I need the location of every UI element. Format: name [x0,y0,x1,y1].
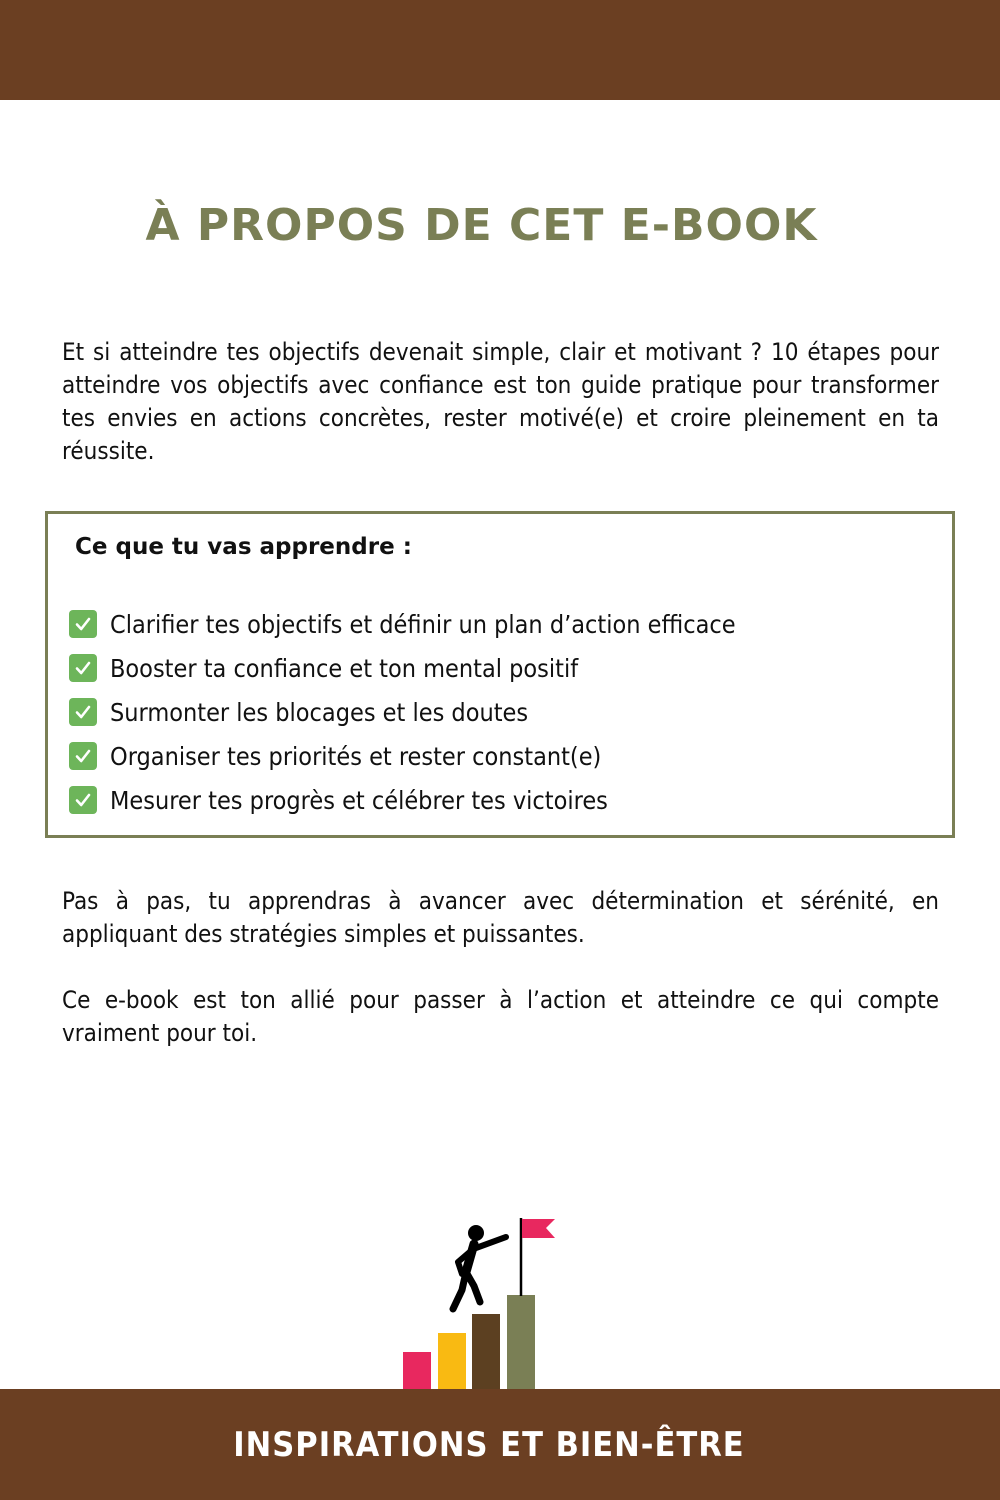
list-item-label: Surmonter les blocages et les doutes [110,697,529,727]
learn-heading: Ce que tu vas apprendre : [75,534,412,560]
list-item-label: Mesurer tes progrès et célébrer tes victoires [110,785,608,815]
check-box-icon [69,786,97,814]
footer-band [0,1389,1000,1500]
goal-climb-illustration [400,1212,560,1390]
learn-box [45,511,955,838]
intro-paragraph: Et si atteindre tes objectifs devenait simple, clair et motivant ? 10 étapes pour atteindre vos objectifs avec confiance est ton guide pratique pour transformer tes envies en actions concrètes, rester motivé(e) et croire pleinement en ta réussite. [62,338,939,465]
list-item-label: Booster ta confiance et ton mental positif [110,653,579,683]
learn-list [69,602,736,822]
check-box-icon [69,742,97,770]
step-1 [403,1352,431,1390]
closing-paragraph-2: Ce e-book est ton allié pour passer à l’action et atteindre ce qui compte vraiment pour toi. [62,986,939,1047]
list-item [69,646,736,690]
list-item [69,602,736,646]
list-item-label: Organiser tes priorités et rester constant(e) [110,741,602,771]
check-box-icon [69,654,97,682]
brand-name: INSPIRATIONS ET BIEN-ÊTRE [233,1424,745,1465]
flag-icon [522,1219,555,1238]
page-title: À PROPOS DE CET E-BOOK [145,200,818,251]
step-2 [438,1333,466,1390]
check-box-icon [69,698,97,726]
list-item [69,734,736,778]
top-band [0,0,1000,100]
list-item [69,690,736,734]
check-box-icon [69,610,97,638]
climbing-person-icon [453,1225,506,1309]
list-item-label: Clarifier tes objectifs et définir un plan d’action efficace [110,609,736,639]
step-3 [472,1314,500,1390]
step-4 [507,1295,535,1390]
list-item [69,778,736,822]
closing-paragraph-1: Pas à pas, tu apprendras à avancer avec détermination et sérénité, en appliquant des stratégies simples et puissantes. [62,887,939,948]
